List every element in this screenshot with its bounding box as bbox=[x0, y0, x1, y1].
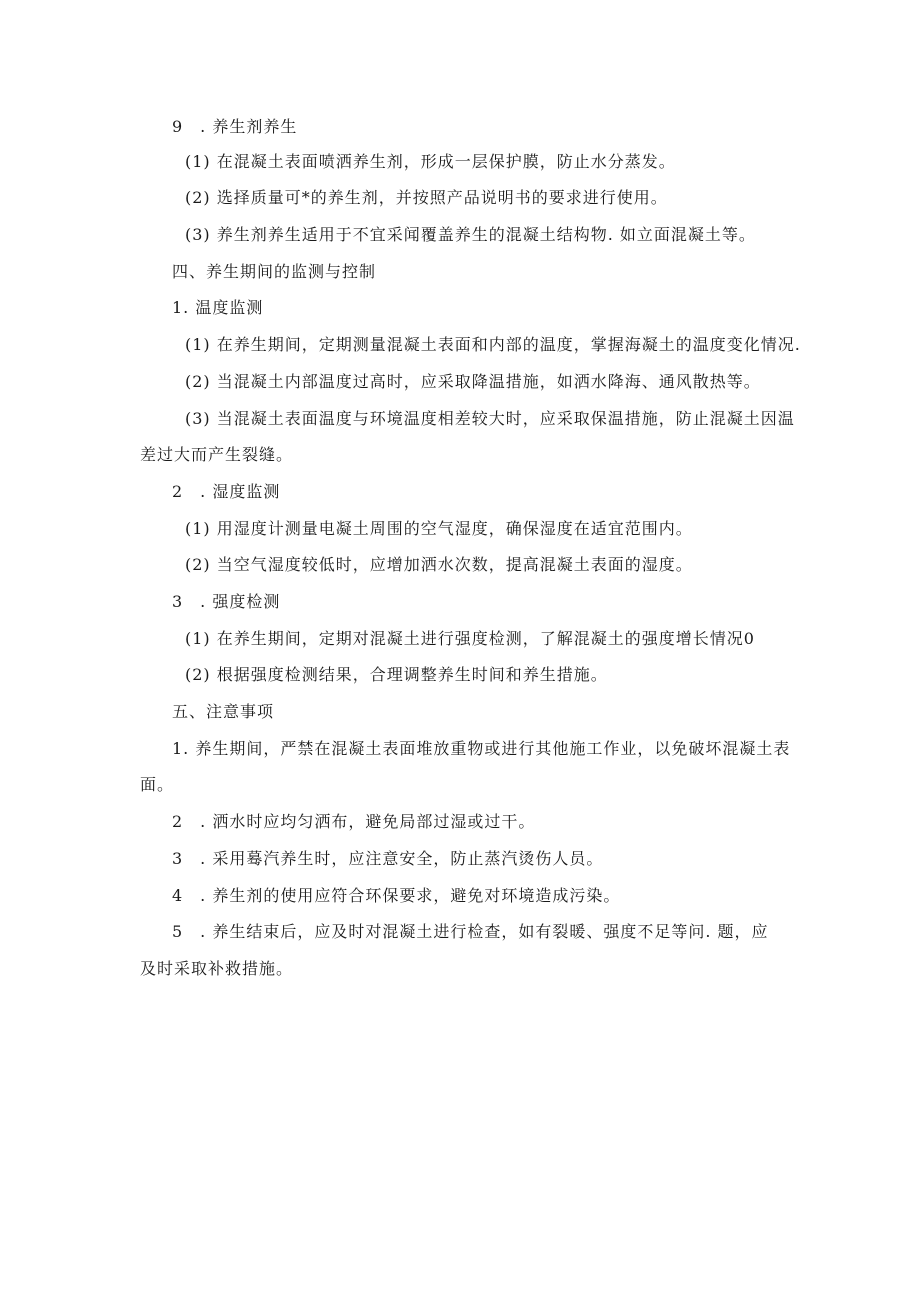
paragraph-9-2: (2) 选择质量可*的养生剂，并按照产品说明书的要求进行使用。 bbox=[185, 188, 668, 207]
paragraph-temp-1: (1) 在养生期间，定期测量混凝土表面和内部的温度，掌握海凝土的温度变化情况. bbox=[185, 335, 801, 354]
paragraph-humidity-1: (1) 用湿度计测量电凝土周围的空气湿度，确保湿度在适宜范围内。 bbox=[185, 519, 693, 538]
section-heading-strength: 3 . 强度检测 bbox=[172, 592, 281, 611]
chapter-heading-4: 四、养生期间的监测与控制 bbox=[172, 262, 377, 281]
paragraph-9-3: (3) 养生剂养生适用于不宜采闻覆盖养生的混凝土结构物. 如立面混凝土等。 bbox=[185, 225, 756, 244]
paragraph-9-1: (1) 在混凝土表面喷洒养生剂，形成一层保护膜，防止水分蒸发。 bbox=[185, 152, 676, 171]
note-1: 1. 养生期间，严禁在混凝土表面堆放重物或进行其他施工作业，以免破坏混凝土表 bbox=[172, 739, 791, 758]
note-4: 4 . 养生剂的使用应符合环保要求，避免对环境造成污染。 bbox=[172, 886, 621, 905]
paragraph-humidity-2: (2) 当空气湿度较低时，应增加洒水次数，提高混凝土表面的湿度。 bbox=[185, 555, 693, 574]
note-3: 3 . 采用蓦汽养生时，应注意安全，防止蒸汽烫伤人员。 bbox=[172, 849, 604, 868]
section-heading-humidity: 2 . 湿度监测 bbox=[172, 482, 281, 501]
note-1-cont: 面。 bbox=[140, 775, 175, 794]
paragraph-temp-3-cont: 差过大而产生裂缝。 bbox=[140, 445, 294, 464]
paragraph-temp-3: (3) 当混凝土表面温度与环境温度相差较大时，应采取保温措施，防止混凝土因温 bbox=[185, 409, 795, 428]
paragraph-strength-2: (2) 根据强度检测结果，合理调整养生时间和养生措施。 bbox=[185, 665, 608, 684]
note-5: 5 . 养生结束后，应及时对混凝土进行检查，如有裂暖、强度不足等问. 题，应 bbox=[172, 922, 769, 941]
note-5-cont: 及时采取补救措施。 bbox=[140, 959, 294, 978]
chapter-heading-5: 五、注意事项 bbox=[172, 702, 275, 721]
note-2: 2 . 洒水时应均匀洒布，避免局部过湿或过干。 bbox=[172, 812, 536, 831]
section-heading-temperature: 1. 温度监测 bbox=[172, 298, 264, 317]
paragraph-strength-1: (1) 在养生期间，定期对混凝土进行强度检测，了解混凝土的强度增长情况0 bbox=[185, 629, 755, 648]
paragraph-temp-2: (2) 当混凝土内部温度过高时，应采取降温措施，如洒水降海、通风散热等。 bbox=[185, 372, 761, 391]
section-heading-9: 9 . 养生剂养生 bbox=[172, 117, 298, 136]
